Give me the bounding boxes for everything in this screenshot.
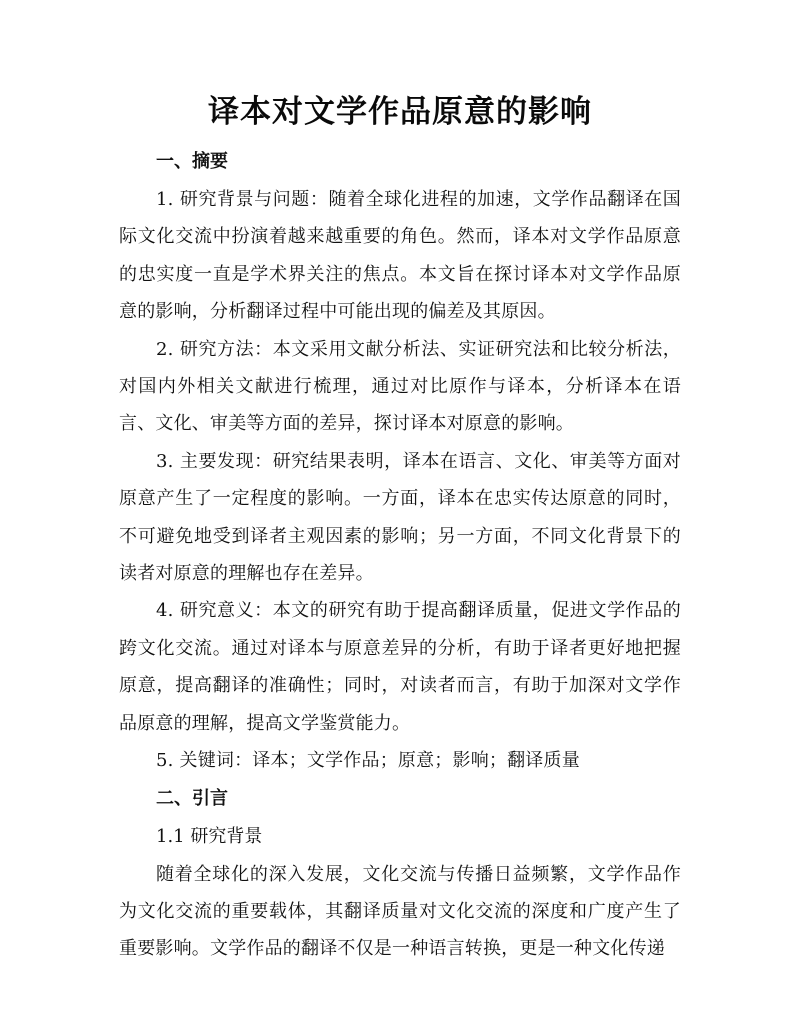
section-heading-abstract: 一、摘要 [156, 151, 228, 172]
introduction-paragraph: 随着全球化的深入发展，文化交流与传播日益频繁，文学作品作为文化交流的重要载体，其翻译质量对文化交流的深度和广度产生了重要影响。文学作品的翻译不仅是一种语言转换，更是一种文化传递 [119, 863, 681, 960]
abstract-paragraph-findings: 3. 主要发现：研究结果表明，译本在语言、文化、审美等方面对原意产生了一定程度的影响。一方面，译本在忠实传达原意的同时，不可避免地受到译者主观因素的影响；另一方面，不同文化背景下的读者对原意的理解也存在差异。 [119, 450, 681, 585]
abstract-paragraph-background: 1. 研究背景与问题：随着全球化进程的加速，文学作品翻译在国际文化交流中扮演着越来越重要的角色。然而，译本对文学作品原意的忠实度一直是学术界关注的焦点。本文旨在探讨译本对文学作品原意的影响，分析翻译过程中可能出现的偏差及其原因。 [119, 189, 681, 323]
abstract-paragraph-keywords: 5. 关键词：译本；文学作品；原意；影响；翻译质量 [156, 750, 580, 772]
abstract-paragraph-significance: 4. 研究意义：本文的研究有助于提高翻译质量，促进文学作品的跨文化交流。通过对译本与原意差异的分析，有助于译者更好地把握原意，提高翻译的准确性；同时，对读者而言，有助于加深对文学作品原意的理解，提高文学鉴赏能力。 [119, 600, 681, 734]
abstract-paragraph-method: 2. 研究方法：本文采用文献分析法、实证研究法和比较分析法，对国内外相关文献进行梳理，通过对比原作与译本，分析译本在语言、文化、审美等方面的差异，探讨译本对原意的影响。 [119, 338, 681, 435]
document-title: 译本对文学作品原意的影响 [208, 94, 592, 130]
subsection-heading-background: 1.1 研究背景 [156, 825, 263, 847]
section-heading-introduction: 二、引言 [156, 787, 228, 809]
document-body [119, 143, 681, 968]
